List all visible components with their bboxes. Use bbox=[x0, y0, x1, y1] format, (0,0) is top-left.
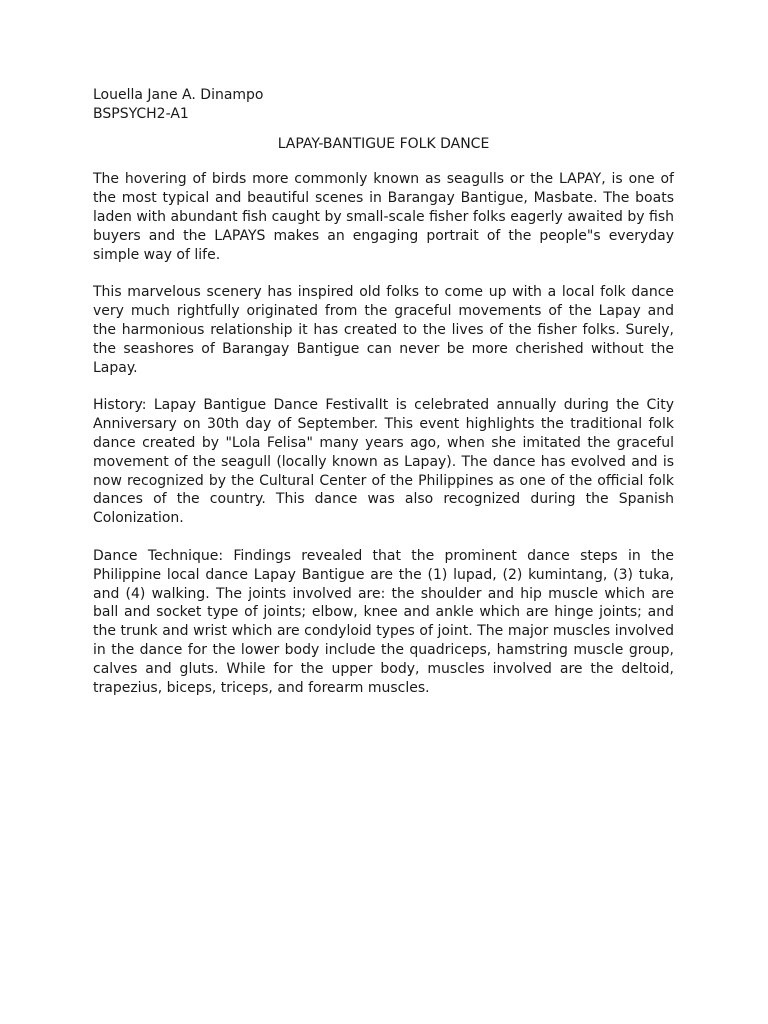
author-section: BSPSYCH2-A1 bbox=[93, 105, 189, 122]
paragraph-dance-technique: Dance Technique: Findings revealed that the prominent dance steps in the Philippine local dance Lapay Bantigue are the (1) lupad, (2) kumintang, (3) tuka, and (4) walking. The joints involved are: the shoulder and hip muscle which are ball and socket type of joints; elbow, knee and ankle which are hinge joints; and the trunk and wrist which are condyloid types of joint. The major muscles involved in the dance for the lower body include the quadriceps, hamstring muscle group, calves and gluts. While for the upper body, muscles involved are the deltoid, trapezius, biceps, triceps, and forearm muscles. bbox=[93, 547, 674, 696]
author-name: Louella Jane A. Dinampo bbox=[93, 87, 264, 103]
document-title: LAPAY-BANTIGUE FOLK DANCE bbox=[277, 135, 490, 152]
paragraph-seagulls: The hovering of birds more commonly known as seagulls or the LAPAY, is one of the most typical and beautiful scenes in Barangay Bantigue, Masbate. The boats laden with abundant fish caught by small-scale fisher folks eagerly awaited by fish buyers and the LAPAYS makes an engaging portrait of the people"s everyday simple way of life. bbox=[93, 171, 674, 263]
paragraph-scenery: This marvelous scenery has inspired old folks to come up with a local folk dance very much rightfully originated from the graceful movements of the Lapay and the harmonious relationship it has created to the lives of the fisher folks. Surely, the seashores of Barangay Bantigue can never be more cherished without the Lapay. bbox=[93, 284, 674, 376]
paragraph-history: History: Lapay Bantigue Dance FestivalIt is celebrated annually during the City Anniversary on 30th day of September. This event highlights the traditional folk dance created by "Lola Felisa" many years ago, when she imitated the graceful movement of the seagull (locally known as Lapay). The dance has evolved and is now recognized by the Cultural Center of the Philippines as one of the official folk dances of the country. This dance was also recognized during the Spanish Colonization. bbox=[93, 397, 674, 527]
document-body bbox=[93, 86, 674, 697]
